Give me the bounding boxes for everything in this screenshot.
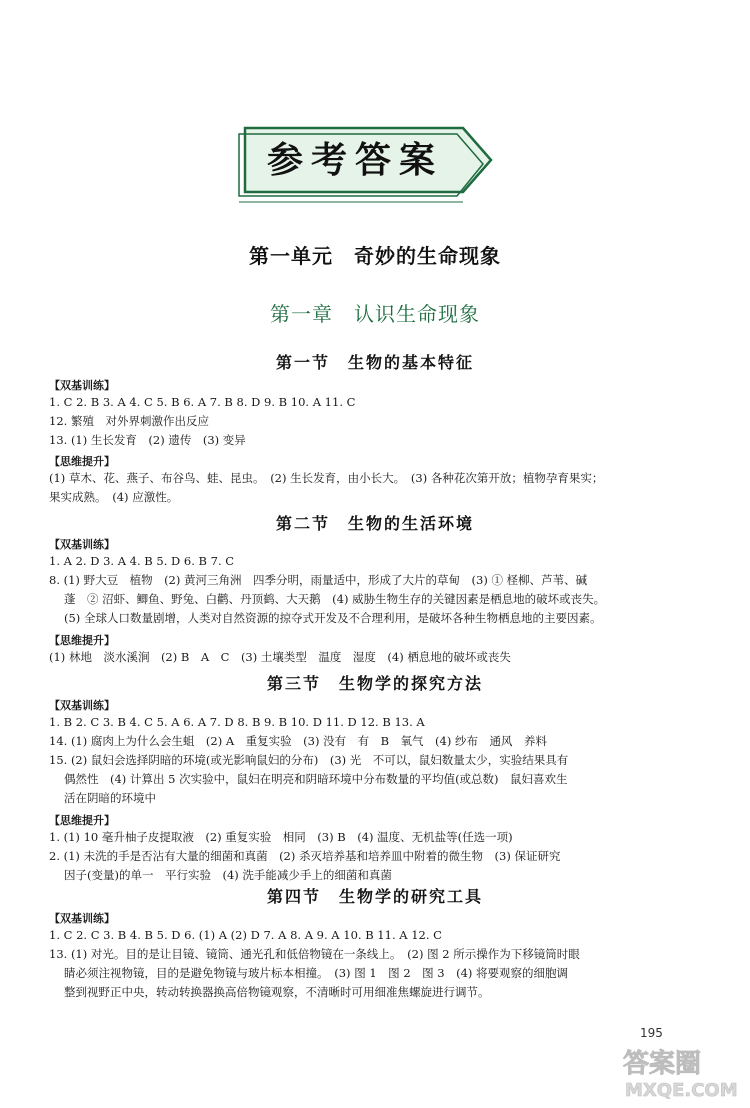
answer-line: 1. C 2. B 3. A 4. C 5. B 6. A 7. B 8. D 9. B 10. A 11. C: [49, 395, 356, 409]
answer-line: 13. (1) 生长发育 (2) 遗传 (3) 变异: [49, 433, 246, 447]
section-title: 第四节 生物学的研究工具: [266, 887, 483, 906]
answer-line: 1. C 2. C 3. B 4. B 5. D 6. (1) A (2) D 7. A 8. A 9. A 10. B 11. A 12. C: [49, 928, 442, 942]
answer-line: (1) 草木、花、燕子、布谷鸟、蛙、昆虫。 (2) 生长发育，由小长大。 (3) 各种花次第开放；植物孕育果实；: [49, 471, 604, 485]
answer-line: 1. B 2. C 3. B 4. C 5. A 6. A 7. D 8. B 9. B 10. D 11. D 12. B 13. A: [49, 715, 425, 729]
watermark-icon: [615, 1040, 745, 1104]
section-title: 第二节 生物的生活环境: [275, 514, 474, 533]
answer-line: 1. (1) 10 毫升柚子皮提取液 (2) 重复实验 相同 (3) B (4) 温度、无机盐等(任选一项): [49, 830, 513, 844]
block-label: 【思维提升】: [49, 634, 115, 647]
block-label: 【思维提升】: [49, 455, 115, 468]
page-number: 195: [640, 1026, 663, 1040]
block-label: 【双基训练】: [49, 379, 115, 392]
block-label: 【双基训练】: [49, 912, 115, 925]
unit-title: 第一单元 奇妙的生命现象: [249, 244, 501, 268]
answer-line: 活在阴暗的环境中: [64, 791, 156, 805]
answer-line: (5) 全球人口数量剧增，人类对自然资源的掠夺式开发及不合理利用，是破坏各种生物栖息地的主要因素。: [64, 611, 602, 625]
answer-line: 15. (2) 鼠妇会选择阴暗的环境(或光影响鼠妇的分布) (3) 光 不可以，鼠妇数量太少，实验结果具有: [49, 753, 569, 767]
answer-line: 睛必须注视物镜，目的是避免物镜与玻片标本相撞。 (3) 图 1 图 2 图 3 (4) 将要观察的细胞调: [64, 966, 569, 980]
section-title: 第三节 生物学的探究方法: [266, 674, 483, 693]
watermark-text-bottom: MXQE.COM: [625, 1080, 738, 1101]
answer-line: (1) 林地 淡水溪涧 (2) B A C (3) 土壤类型 温度 湿度 (4) 栖息地的破坏或丧失: [49, 650, 511, 664]
section-title: 第一节 生物的基本特征: [275, 353, 474, 372]
block-label: 【思维提升】: [49, 814, 115, 827]
answer-line: 13. (1) 对光。目的是让目镜、镜筒、通光孔和低倍物镜在一条线上。 (2) 图 2 所示操作为下移镜筒时眼: [49, 947, 580, 961]
answer-line: 2. (1) 未洗的手是否沾有大量的细菌和真菌 (2) 杀灭培养基和培养皿中附着的微生物 (3) 保证研究: [49, 849, 561, 863]
answer-line: 8. (1) 野大豆 植物 (2) 黄河三角洲 四季分明，雨量适中，形成了大片的草甸 (3) ① 柽柳、芦苇、碱: [49, 573, 588, 587]
answer-line: 果实成熟。 (4) 应激性。: [49, 490, 179, 504]
answer-line: 1. A 2. D 3. A 4. B 5. D 6. B 7. C: [49, 554, 235, 568]
answer-line: 12. 繁殖 对外界刺激作出反应: [49, 414, 209, 428]
banner-title: 参考答案: [266, 139, 443, 181]
block-label: 【双基训练】: [49, 699, 115, 712]
watermark-text-top: 答案圈: [623, 1049, 702, 1079]
chapter-title: 第一章 认识生命现象: [270, 302, 480, 326]
answer-line: 蓬 ② 沼虾、鲫鱼、野兔、白鹳、丹顶鹤、大天鹅 (4) 威胁生物生存的关键因素是栖息地的破坏或丧失。: [64, 592, 606, 606]
answer-line: 偶然性 (4) 计算出 5 次实验中，鼠妇在明亮和阴暗环境中分布数量的平均值(或总数) 鼠妇喜欢生: [64, 772, 568, 786]
answer-key-banner: [233, 120, 498, 208]
answer-line: 14. (1) 腐肉上为什么会生蛆 (2) A 重复实验 (3) 没有 有 B 氧气 (4) 纱布 通风 养料: [49, 734, 547, 748]
block-label: 【双基训练】: [49, 538, 115, 551]
watermark-logo: [615, 1040, 745, 1104]
answer-line: 整到视野正中央，转动转换器换高倍物镜观察，不清晰时可用细准焦螺旋进行调节。: [64, 985, 490, 999]
answer-line: 因子(变量)的单一 平行实验 (4) 洗手能减少手上的细菌和真菌: [64, 868, 392, 882]
